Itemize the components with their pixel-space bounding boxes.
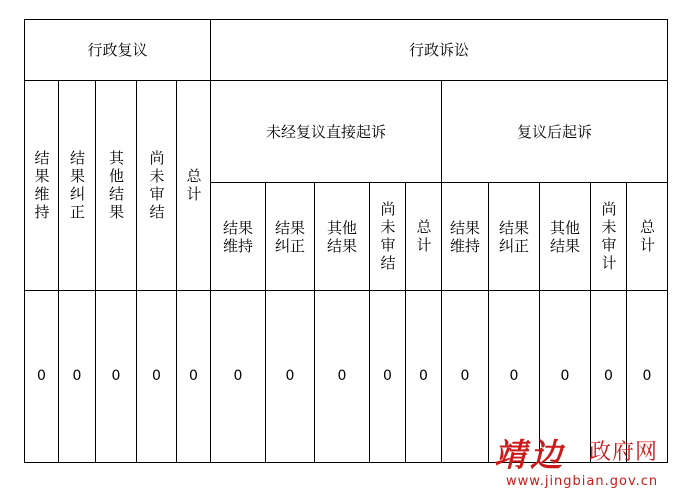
col-after-upheld: 结果维持 (449, 218, 480, 255)
value-review-corrected: 0 (72, 368, 82, 385)
site-watermark-logo (494, 430, 684, 498)
col-direct-other: 其他结果 (326, 218, 357, 255)
col-review-upheld: 结果维持 (32, 149, 51, 222)
value-after-corrected: 0 (509, 368, 519, 385)
watermark-url: www.jingbian.gov.cn (506, 474, 659, 489)
col-direct-total: 总计 (414, 218, 433, 255)
value-after-upheld: 0 (460, 368, 470, 385)
value-review-other: 0 (111, 368, 121, 385)
value-after-total: 0 (642, 368, 652, 385)
value-direct-total: 0 (419, 368, 428, 385)
value-review-upheld: 0 (37, 368, 46, 385)
col-review-other: 其他结果 (107, 149, 125, 222)
value-direct-corrected: 0 (285, 368, 295, 385)
value-after-pending: 0 (604, 368, 613, 385)
col-review-total: 总计 (184, 167, 203, 204)
watermark-suffix: 政府网 (589, 440, 659, 465)
header-admin-litigation: 行政诉讼 (408, 41, 469, 59)
col-after-other: 其他结果 (549, 218, 580, 255)
header-admin-review: 行政复议 (87, 41, 148, 59)
value-direct-pending: 0 (383, 368, 392, 385)
header-direct-suit: 未经复议直接起诉 (265, 122, 386, 141)
col-review-corrected: 结果纠正 (68, 149, 86, 222)
col-after-total: 总计 (638, 218, 656, 255)
value-direct-upheld: 0 (233, 368, 243, 385)
watermark-brand: 靖边 (494, 436, 567, 474)
col-after-corrected: 结果纠正 (498, 218, 529, 255)
table-border-right (667, 19, 668, 463)
header-after-review-suit: 复议后起诉 (516, 122, 592, 141)
col-direct-corrected: 结果纠正 (274, 218, 305, 255)
value-after-other: 0 (560, 368, 570, 385)
col-direct-upheld: 结果维持 (222, 218, 253, 255)
value-review-total: 0 (189, 368, 198, 385)
value-review-pending: 0 (152, 368, 161, 385)
col-review-pending: 尚未审结 (147, 149, 166, 222)
value-direct-other: 0 (337, 368, 347, 385)
col-direct-pending: 尚未审结 (378, 200, 397, 273)
col-after-pending: 尚未审计 (599, 200, 618, 273)
